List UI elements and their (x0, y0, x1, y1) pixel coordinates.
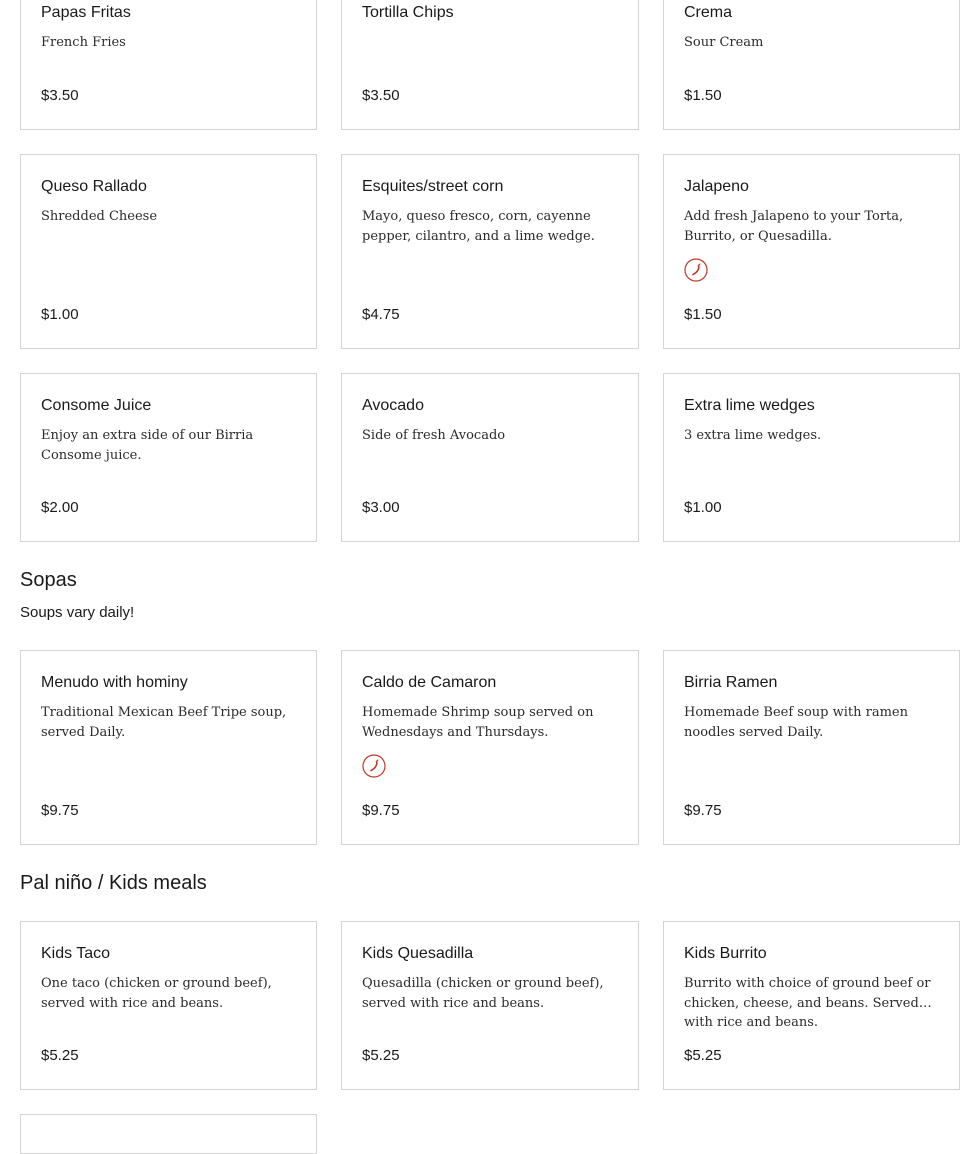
item-name: Menudo with hominy (41, 674, 188, 691)
menu-item-card[interactable] (20, 1114, 317, 1154)
item-price: $9.75 (41, 802, 79, 819)
item-name: Consome Juice (41, 397, 152, 414)
item-name: Caldo de Camaron (362, 674, 497, 691)
item-name: Crema (684, 4, 733, 21)
item-price: $9.75 (684, 802, 722, 819)
item-name: Kids Taco (41, 945, 111, 962)
item-description: Burrito with choice of ground beef or chicken, cheese, and beans. Served with rice and beans. (684, 976, 931, 1030)
item-price: $9.75 (362, 802, 400, 819)
item-description: Side of fresh Avocado (362, 428, 506, 443)
item-price: $1.00 (684, 499, 722, 516)
menu-item-card[interactable] (20, 154, 317, 349)
item-price: $2.00 (41, 499, 79, 516)
item-name: Avocado (362, 397, 424, 414)
chili-pepper-icon (684, 258, 708, 282)
item-name: Esquites/street corn (362, 178, 504, 195)
item-description: Add fresh Jalapeno to your Torta, Burrito, or Quesadilla. (684, 209, 904, 244)
item-name: Kids Quesadilla (362, 945, 474, 962)
item-price: $1.50 (684, 306, 722, 323)
item-description: Homemade Beef soup with ramen noodles served Daily. (684, 705, 908, 740)
item-name: Jalapeno (684, 178, 749, 195)
item-name: Extra lime wedges (684, 397, 815, 414)
menu-item-card[interactable] (20, 373, 317, 542)
menu-item-card[interactable] (341, 373, 639, 542)
menu-item-card[interactable] (663, 373, 960, 542)
item-description: Homemade Shrimp soup served on Wednesdays and Thursdays. (362, 705, 594, 740)
item-price: $1.50 (684, 87, 722, 104)
menu-item-card[interactable] (663, 650, 960, 845)
menu-item-card[interactable] (341, 650, 639, 845)
section-title-sopas: Sopas (20, 569, 77, 591)
menu-item-card[interactable] (341, 154, 639, 349)
item-description: One taco (chicken or ground beef), served with rice and beans. (41, 976, 272, 1011)
item-price: $5.25 (684, 1047, 722, 1064)
section-title-kids-meals: Pal niño / Kids meals (20, 872, 207, 894)
item-name: Papas Fritas (41, 4, 131, 21)
item-description: Mayo, queso fresco, corn, cayenne pepper, cilantro, and a lime wedge. (362, 209, 595, 244)
item-price: $5.25 (41, 1047, 79, 1064)
item-name: Birria Ramen (684, 674, 778, 691)
item-description: Enjoy an extra side of our Birria Consome juice. (41, 428, 254, 463)
item-description: Shredded Cheese (41, 209, 158, 224)
item-name: Tortilla Chips (362, 4, 454, 21)
item-name: Queso Rallado (41, 178, 147, 195)
item-price: $5.25 (362, 1047, 400, 1064)
item-description: 3 extra lime wedges. (684, 428, 822, 443)
item-price: $4.75 (362, 306, 400, 323)
section-description-sopas: Soups vary daily! (20, 604, 135, 621)
item-price: $3.50 (41, 87, 79, 104)
item-price: $3.50 (362, 87, 400, 104)
item-description: Traditional Mexican Beef Tripe soup, served Daily. (41, 705, 287, 740)
menu-item-card[interactable] (20, 0, 317, 130)
item-price: $3.00 (362, 499, 400, 516)
menu-item-card[interactable] (663, 921, 960, 1090)
item-price: $1.00 (41, 306, 79, 323)
item-description: Quesadilla (chicken or ground beef), served with rice and beans. (362, 976, 604, 1011)
menu-item-card[interactable] (341, 921, 639, 1090)
item-description: Sour Cream (684, 35, 764, 50)
item-description: French Fries (41, 35, 126, 50)
item-name: Kids Burrito (684, 945, 767, 962)
menu-item-card[interactable] (20, 921, 317, 1090)
menu-item-card[interactable] (20, 650, 317, 845)
menu-item-card[interactable] (663, 0, 960, 130)
menu-item-card[interactable] (663, 154, 960, 349)
menu-item-card[interactable] (341, 0, 639, 130)
chili-pepper-icon (362, 754, 386, 778)
